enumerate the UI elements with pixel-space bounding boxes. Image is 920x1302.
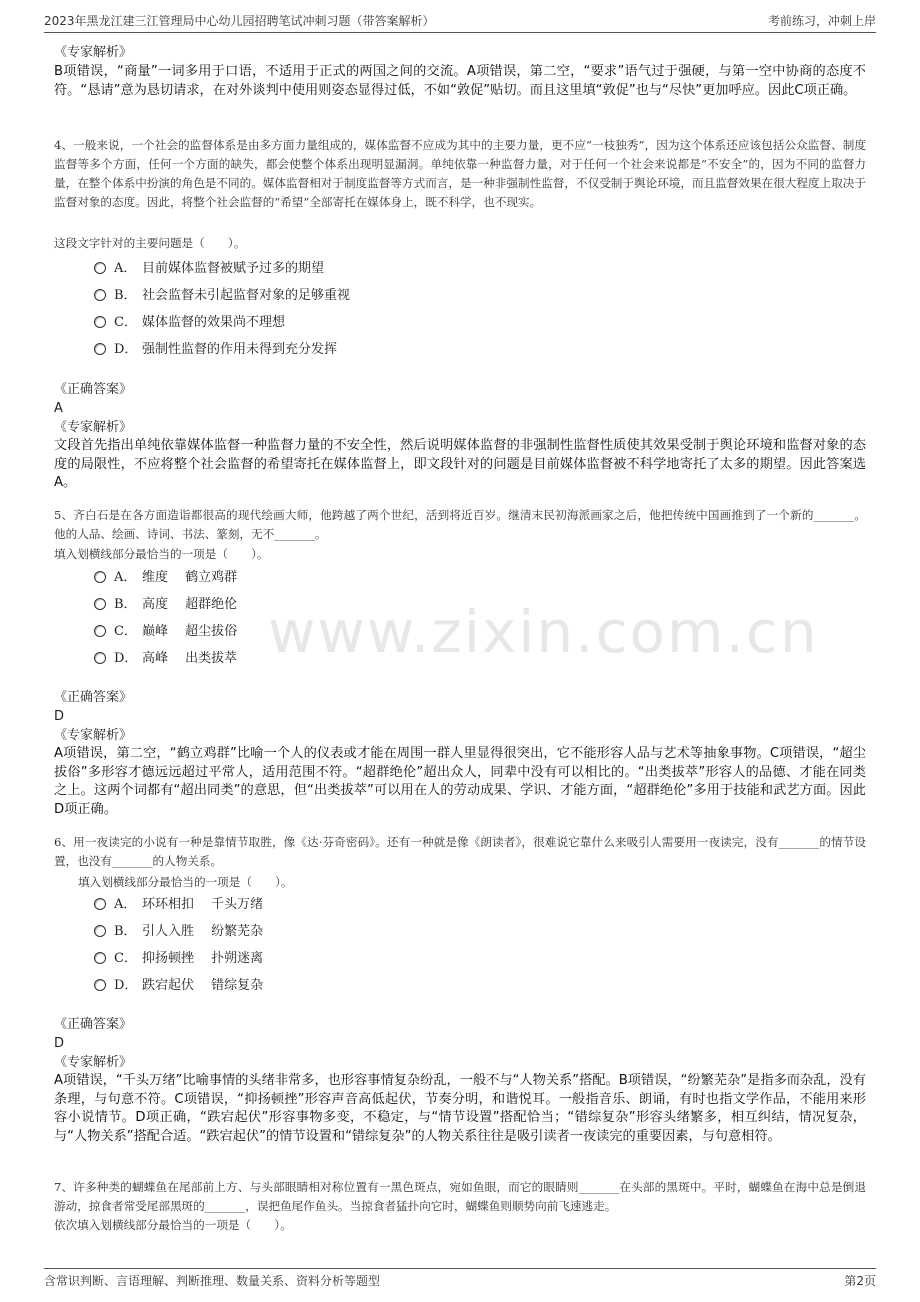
option-letter: A． — [114, 261, 137, 276]
radio-icon[interactable] — [94, 343, 106, 355]
q4-answer: A — [54, 401, 63, 416]
radio-icon[interactable] — [94, 898, 106, 910]
option-text: 强制性监督的作用未得到充分发挥 — [142, 342, 338, 357]
q3-explain-label: 《专家解析》 — [54, 45, 133, 60]
watermark: www.zixin.com.cn — [268, 598, 819, 666]
option-text: 高度 超群绝伦 — [142, 597, 238, 612]
q6-explanation: A项错误，“千头万绪”比喻事情的头绪非常多，也形容事情复杂纷乱，一般不与“人物关系”搭配。B项错误，“纷繁芜杂”是指多而杂乱，没有条理，与句意不符。C项错误，“抑扬顿挫”形容声音高低起伏，节奏分明，和谐悦耳。一般指音乐、朗诵，有时也指文学作品，不能用来形容小说情节。D项正确，“跌宕起伏”形容事物多变，不稳定，与“情节设置”搭配恰当；“错综复杂”形容头绪繁多，相互纠结，情况复杂，与“人物关系”搭配合适。“跌宕起伏”的情节设置和“错综复杂”的人物关系往往是吸引读者一夜读完的重要因素，与句意相符。 — [54, 1073, 866, 1144]
document-title: 2023年黑龙江建三江管理局中心幼儿园招聘笔试冲刺习题（带答案解析） — [44, 14, 435, 28]
q4-stem: 4、一般来说，一个社会的监督体系是由多方面力量组成的，媒体监督不应成为其中的主要力量，更不应“一枝独秀”，因为这个体系还应该包括公众监督、制度监督等多个方面，任何一个方面的缺失，都会使整个体系出现明显漏洞。单纯依靠一种监督力量，对于任何一个社会来说都是“不安全”的，因为不同的监督力量，在整个体系中扮演的角色是不同的。媒体监督相对于制度监督等方式而言，是一种非强制性监督，不仅受制于舆论环境，而且监督效果在很大程度上取决于监督对象的态度。因此，将整个社会监督的“希望”全部寄托在媒体身上，既不科学，也不现实。 — [54, 138, 866, 209]
q5-answer: D — [54, 709, 65, 724]
option-letter: C． — [114, 315, 137, 330]
option-text: 引人入胜 纷繁芜杂 — [142, 924, 264, 939]
option-text: 环环相扣 千头万绪 — [142, 897, 264, 912]
option-letter: A． — [114, 570, 137, 585]
option-letter: D． — [114, 978, 138, 993]
option-text: 巅峰 超尘拔俗 — [142, 624, 238, 639]
radio-icon[interactable] — [94, 952, 106, 964]
option-letter: D． — [114, 651, 138, 666]
radio-icon[interactable] — [94, 598, 106, 610]
radio-icon[interactable] — [94, 979, 106, 991]
radio-icon[interactable] — [94, 571, 106, 583]
q5-explain-label: 《专家解析》 — [54, 728, 133, 743]
option-letter: B． — [114, 288, 137, 303]
q7-prompt: 依次填入划横线部分最恰当的一项是（ ）。 — [54, 1218, 292, 1232]
q4-explanation: 文段首先指出单纯依靠媒体监督一种监督力量的不安全性，然后说明媒体监督的非强制性监督性质使其效果受制于舆论环境和监督对象的态度的局限性，不应将整个社会监督的希望寄托在媒体监督上，即文段针对的问题是目前媒体监督被不科学地寄托了太多的期望。因此答案选A。 — [54, 438, 866, 490]
option-letter: B． — [114, 597, 137, 612]
option-text: 抑扬顿挫 扑朔迷离 — [142, 951, 264, 966]
option-text: 维度 鹤立鸡群 — [142, 570, 238, 585]
q7-stem: 7、许多种类的蝴蝶鱼在尾部前上方、与头部眼睛相对称位置有一黑色斑点，宛如鱼眼，而它的眼睛则_______在头部的黑斑中。平时，蝴蝶鱼在海中总是倒退游动，掠食者常受尾部黑斑的_______，误把鱼尾作鱼头。当掠食者猛扑向它时，蝴蝶鱼则顺势向前飞速逃走。 — [54, 1180, 866, 1213]
q6-prompt: 填入划横线部分最恰当的一项是（ ）。 — [78, 875, 293, 889]
radio-icon[interactable] — [94, 262, 106, 274]
option-letter: A． — [114, 897, 137, 912]
page-header — [44, 12, 876, 30]
option-letter: C． — [114, 624, 137, 639]
footer-topics: 含常识判断、言语理解、判断推理、数量关系、资料分析等题型 — [44, 1274, 381, 1288]
q5-explanation: A项错误，第二空，“鹤立鸡群”比喻一个人的仪表或才能在周围一群人里显得很突出，它不能形容人品与艺术等抽象事物。C项错误，“超尘拔俗”多形容才德远远超过平常人，适用范围不符。“超群绝伦”超出众人，同辈中没有可以相比的。“出类拔萃”形容人的品德、才能在同类之上。这两个词都有“超出同类”的意思，但“出类拔萃”可以用在人的劳动成果、学识、才能方面，“超群绝伦”多用于技能和武艺方面。因此D项正确。 — [54, 746, 866, 817]
option-text: 跌宕起伏 错综复杂 — [142, 978, 264, 993]
q5-prompt: 填入划横线部分最恰当的一项是（ ）。 — [54, 547, 269, 561]
q4-answer-label: 《正确答案》 — [54, 382, 133, 397]
page-number: 第2页 — [844, 1274, 876, 1288]
header-divider — [44, 32, 876, 33]
q3-explanation: B项错误，“商量”一词多用于口语，不适用于正式的两国之间的交流。A项错误，第二空，“要求”语气过于强硬，与第一空中协商的态度不符。“恳请”意为恳切请求，在对外谈判中使用则姿态显得过低，不如“敦促”贴切。而且这里填“敦促”也与“尽快”更加呼应。因此C项正确。 — [54, 64, 866, 98]
radio-icon[interactable] — [94, 925, 106, 937]
option-text: 社会监督未引起监督对象的足够重视 — [142, 288, 351, 303]
q4-explain-label: 《专家解析》 — [54, 420, 133, 435]
q4-prompt: 这段文字针对的主要问题是（ ）。 — [54, 236, 246, 250]
footer-divider — [44, 1268, 876, 1269]
q6-answer: D — [54, 1036, 65, 1051]
q6-answer-label: 《正确答案》 — [54, 1017, 133, 1032]
header-slogan: 考前练习，冲刺上岸 — [767, 14, 876, 28]
option-text: 高峰 出类拔萃 — [142, 651, 238, 666]
option-letter: C． — [114, 951, 137, 966]
option-letter: D． — [114, 342, 138, 357]
q6-explain-label: 《专家解析》 — [54, 1055, 133, 1070]
q5-answer-label: 《正确答案》 — [54, 690, 133, 705]
page-footer — [44, 1272, 876, 1290]
option-letter: B． — [114, 924, 137, 939]
q5-stem: 5、齐白石是在各方面造诣都很高的现代绘画大师，他跨越了两个世纪，活到将近百岁。继清末民初海派画家之后，他把传统中国画推到了一个新的_______。他的人品、绘画、诗词、书法、篆刻，无不_______。 — [54, 508, 866, 541]
radio-icon[interactable] — [94, 289, 106, 301]
radio-icon[interactable] — [94, 316, 106, 328]
radio-icon[interactable] — [94, 625, 106, 637]
q6-stem: 6、用一夜读完的小说有一种是靠情节取胜，像《达·芬奇密码》。还有一种就是像《朗读者》，很难说它靠什么来吸引人需要用一夜读完，没有_______的情节设置，也没有_______的人物关系。 — [54, 835, 866, 868]
option-text: 目前媒体监督被赋予过多的期望 — [142, 261, 325, 276]
option-text: 媒体监督的效果尚不理想 — [142, 315, 286, 330]
radio-icon[interactable] — [94, 652, 106, 664]
